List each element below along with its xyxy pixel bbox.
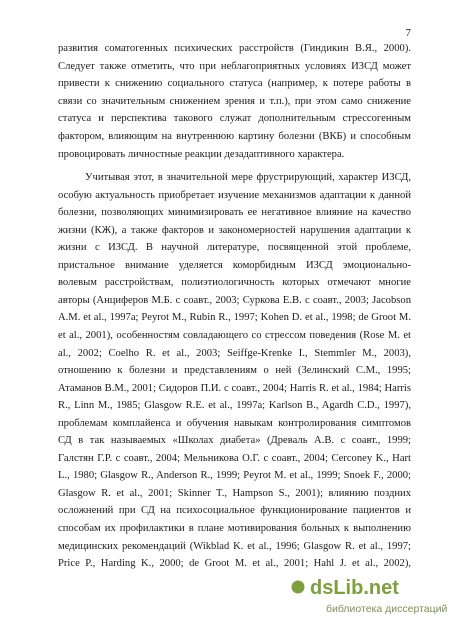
- paragraph-2-line: жизни с ИЗСД. В научной литературе, посвященной этой проблеме,: [58, 242, 411, 254]
- paragraph-2-line: особую актуальность приобретает изучение механизмов адаптации к данной: [58, 189, 411, 201]
- paragraph-2-line: авторы (Анциферов М.Б. с соавт., 2003; Суркова Е.В. с соавт., 2003; Jacobson: [58, 294, 411, 306]
- paragraph-2-line: Галстян Г.Р. с соавт., 2004; Мельникова О.Г. с соавт., 2004; Cerconey K., Hart: [58, 452, 411, 464]
- paragraph-2-line: al., 2002; Coelho R. et al., 2003; Seiffge-Krenke I., Stemmler M., 2003),: [58, 347, 411, 359]
- paragraph-2-line: отношению к болезни и представлениям о ней (Зелинский С.М., 1995;: [58, 365, 411, 377]
- paragraph-1-line: провоцировать личностные реакции дезадаптивного характера.: [58, 148, 345, 160]
- logo-text: dsLib.net: [310, 577, 399, 599]
- watermark: [286, 572, 446, 620]
- paragraph-2-line: СД в так называемых «Школах диабета» (Древаль А.В. с соавт., 1999;: [58, 435, 411, 447]
- paragraph-2-line: осложнений при СД на психосоциальное функционирование пациентов и: [58, 505, 411, 517]
- paragraph-1-line: фактором, влияющим на внутреннюю картину болезни (ВКБ) и способным: [58, 131, 411, 142]
- page-number: 7: [405, 27, 411, 39]
- paragraph-2-line: Атаманов В.М., 2001; Сидоров П.И. с соавт., 2004; Harris R. et al., 1984; Harris: [58, 382, 411, 394]
- dslib-logo: [286, 572, 446, 602]
- paragraph-2-line: Price P., Harding K., 2000; de Groot M. et al., 2001; Hahl J. et al., 2002),: [58, 558, 411, 570]
- paragraph-2-line: способам их профилактики в плане мотивирования больных к выполнению: [58, 523, 411, 534]
- paragraph-2-line: A.M. et al., 1997a; Peyrot M., Rubin R., 1997; Kohen D. et al., 1998; de Groot M.: [58, 312, 411, 324]
- paragraph-2-line: et al., 2001), особенностям совладающего со стрессом поведения (Rose M. et: [58, 329, 411, 341]
- paragraph-1-line: развития соматогенных психических расстройств (Гиндикин В.Я., 2000).: [58, 43, 411, 54]
- paragraph-1-line: связи со значительным снижением зрения и т.п.), при этом само снижение: [58, 95, 411, 107]
- paragraph-2-line: волевым расстройствам, полиэтиологичность которых отмечают многие: [58, 277, 411, 289]
- paragraph-1-line: привести к снижению социального статуса (например, к потере работы в: [58, 78, 411, 90]
- paragraph-2-line: жизни (КЖ), а также факторов и закономерностей нарушения адаптации к: [58, 224, 411, 236]
- watermark-caption: библиотека диссертаций: [326, 603, 448, 615]
- paragraph-1-line: Следует также отметить, что при неблагоприятных условиях ИЗСД может: [58, 60, 411, 72]
- paragraph-2-line: Учитывая этот, в значительной мере фрустрирующий, характер ИЗСД,: [85, 172, 411, 183]
- paragraph-2-line: болезни, позволяющих минимизировать ее негативное влияние на качество: [58, 207, 411, 219]
- logo-dot-icon: [292, 581, 305, 594]
- paragraph-1-line: статуса и перспектива такового служат дополнительным стрессогенным: [58, 113, 411, 125]
- paragraph-2-line: медицинских рекомендаций (Wikblad K. et al., 1996; Glasgow R. et al., 1997;: [58, 540, 411, 552]
- paragraph-2-line: пристальное внимание уделяется коморбидным ИЗСД эмоционально-: [58, 259, 411, 271]
- paragraph-2-line: L., 1980; Glasgow R., Anderson R., 1999; Peyrot M. et al., 1999; Snoek F., 2000;: [58, 470, 411, 482]
- paragraph-2-line: R., Linn M., 1985; Glasgow R.E. et al., 1997a; Karlson B., Agardh C.D., 1997),: [58, 400, 411, 412]
- paragraph-2-line: проблемам комплайенса и обучения навыкам контролирования симптомов: [58, 417, 411, 429]
- paragraph-2-line: Glasgow R. et al., 2001; Skinner T., Hampson S., 2001); влиянию поздних: [58, 487, 411, 499]
